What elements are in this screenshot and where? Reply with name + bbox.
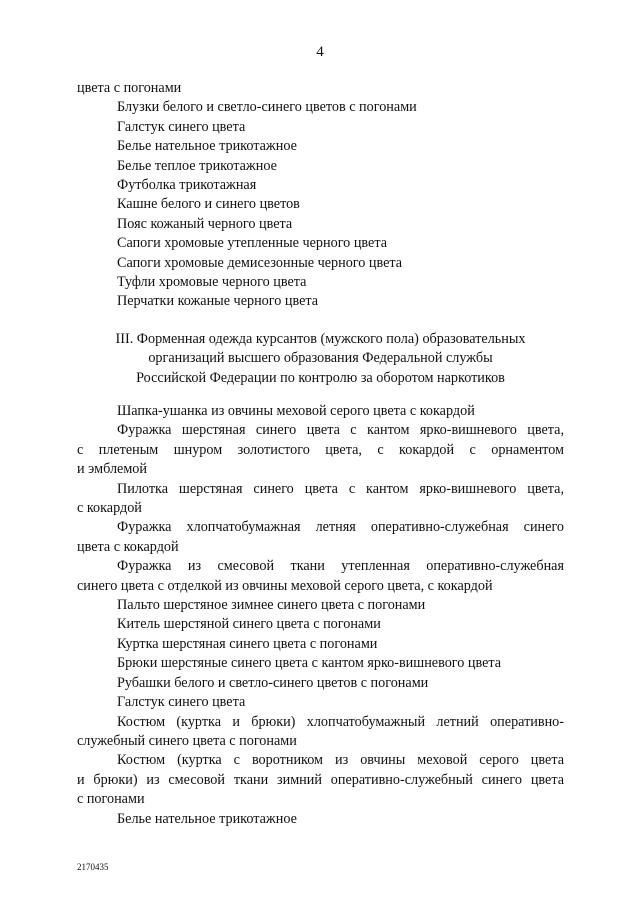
list-item: Куртка шерстяная синего цвета с погонами	[117, 635, 378, 652]
section-heading	[77, 330, 564, 388]
list-item: Галстук синего цвета	[117, 118, 246, 135]
list-item: Галстук синего цвета	[117, 694, 246, 711]
heading-line: III. Форменная одежда курсантов (мужского пола) образовательных	[115, 331, 526, 347]
list-item: Сапоги хромовые утепленные черного цвета	[117, 235, 387, 252]
list-item: Сапоги хромовые демисезонные черного цвета	[117, 254, 403, 271]
list-item: Брюки шерстяные синего цвета с кантом ярко-вишневого цвета	[117, 655, 502, 672]
heading-line: Российской Федерации по контролю за оборотом наркотиков	[136, 369, 505, 386]
heading-line: организаций высшего образования Федеральной службы	[148, 350, 493, 367]
list-item: Пилотка шерстяная синего цвета с кантом ярко-вишневого цвета,	[117, 480, 564, 497]
list-item: Костюм (куртка с воротником из овчины меховой серого цвета	[117, 752, 564, 769]
list-item: Кашне белого и синего цветов	[117, 196, 300, 213]
list-item: Белье теплое трикотажное	[117, 157, 277, 174]
list-item: цвета с погонами	[77, 80, 182, 96]
section-item-list	[77, 402, 564, 829]
list-item: Туфли хромовые черного цвета	[117, 274, 307, 291]
list-item: Белье нательное трикотажное	[117, 810, 297, 827]
list-item: Футболка трикотажная	[117, 177, 257, 194]
page-number: 4	[316, 44, 324, 60]
list-item-continuation: служебный синего цвета с погонами	[77, 732, 297, 749]
list-item-continuation: с погонами	[77, 791, 145, 808]
top-item-list	[77, 79, 564, 312]
list-item: Фуражка шерстяная синего цвета с кантом ярко-вишневого цвета,	[117, 422, 564, 439]
list-item-continuation: и брюки) из смесовой ткани зимний оперативно-служебный синего цвета	[77, 771, 564, 788]
list-item: Рубашки белого и светло-синего цветов с погонами	[117, 674, 429, 691]
list-item-continuation: с плетеным шнуром золотистого цвета, с кокардой с орнаментом	[77, 441, 564, 458]
list-item: Фуражка из смесовой ткани утепленная оперативно-служебная	[117, 558, 564, 575]
list-item-continuation: синего цвета с отделкой из овчины меховой серого цвета, с кокардой	[77, 577, 493, 594]
list-item: Пальто шерстяное зимнее синего цвета с погонами	[117, 597, 426, 614]
list-item: Китель шерстяной синего цвета с погонами	[117, 616, 381, 633]
list-item: Шапка-ушанка из овчины меховой серого цвета с кокардой	[117, 403, 475, 419]
document-id: 2170435	[77, 862, 109, 872]
list-item: Фуражка хлопчатобумажная летняя оперативно-служебная синего	[117, 519, 564, 536]
list-item-continuation: цвета с кокардой	[77, 538, 179, 555]
list-item: Белье нательное трикотажное	[117, 138, 297, 155]
list-item: Перчатки кожаные черного цвета	[117, 293, 319, 310]
list-item-continuation: и эмблемой	[77, 461, 147, 478]
list-item: Блузки белого и светло-синего цветов с погонами	[117, 99, 417, 116]
list-item: Костюм (куртка и брюки) хлопчатобумажный летний оперативно-	[117, 713, 564, 730]
list-item: Пояс кожаный черного цвета	[117, 215, 293, 232]
list-item-continuation: с кокардой	[77, 500, 142, 517]
